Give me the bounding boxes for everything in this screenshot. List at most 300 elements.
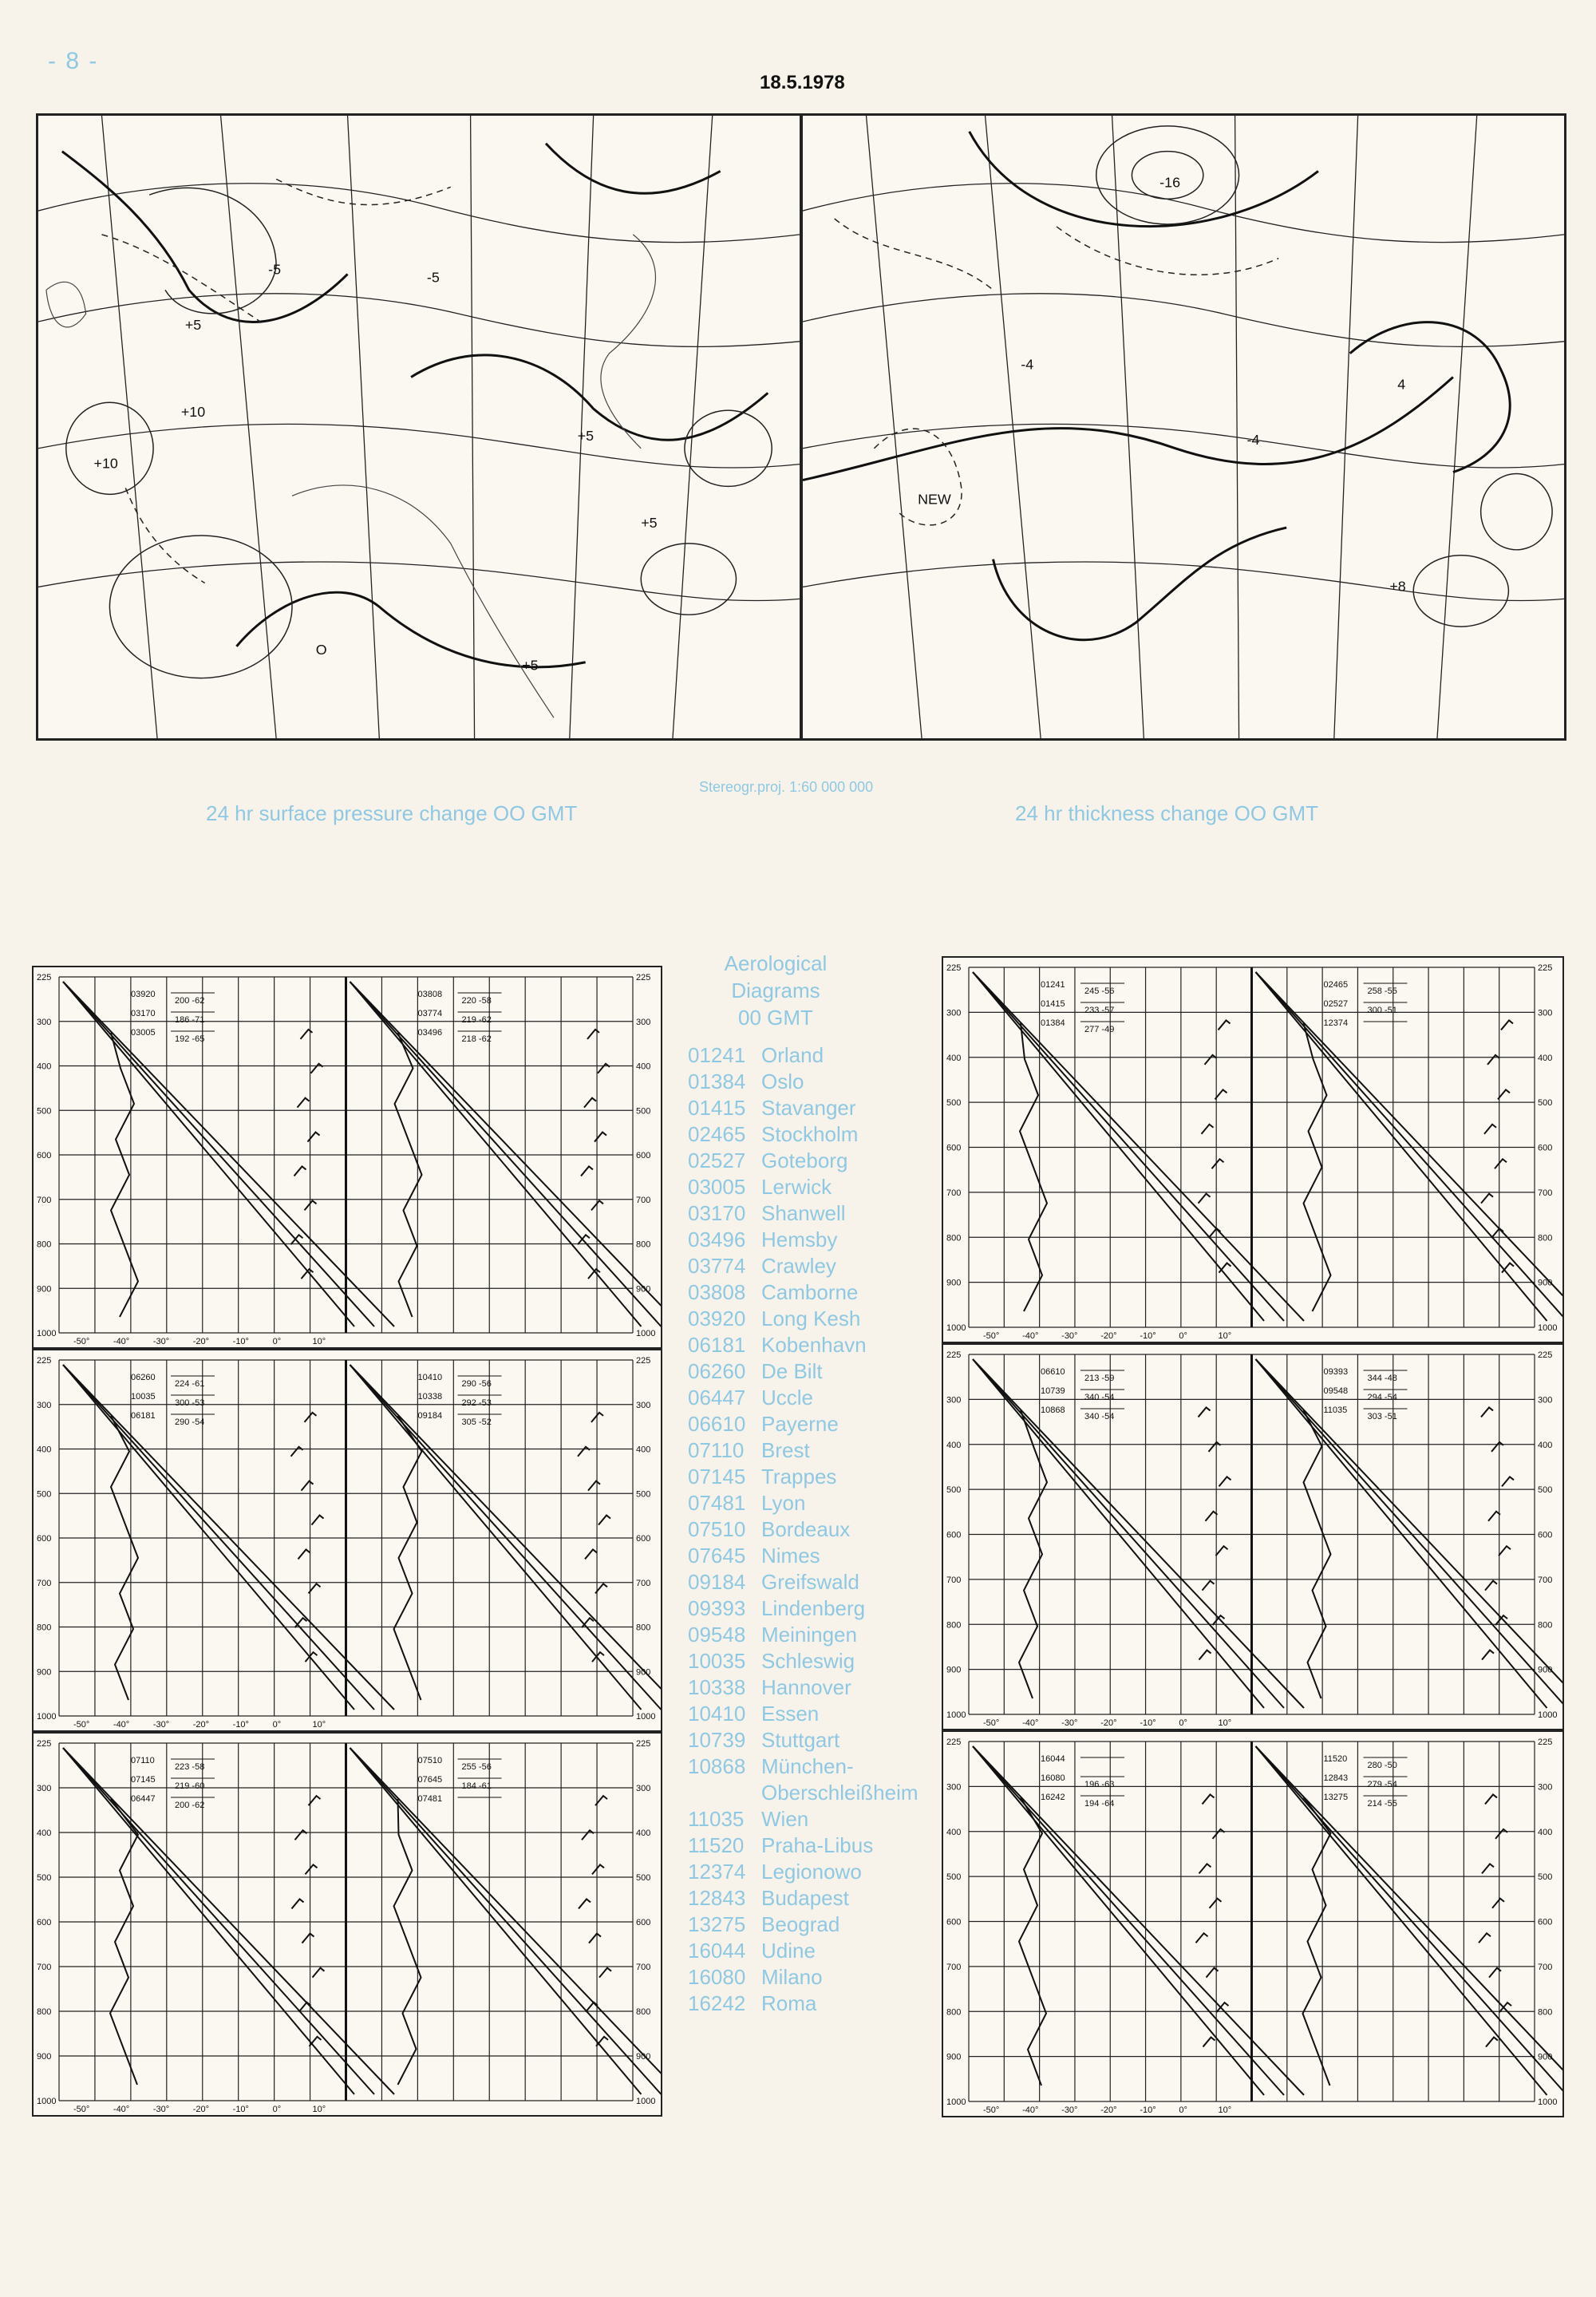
wind-barb-icon <box>1487 1055 1499 1065</box>
wind-barb-icon <box>1495 1829 1507 1839</box>
diagram-station-code: 10035 <box>131 1392 156 1402</box>
tropopause-value: 255 -56 <box>461 1762 492 1772</box>
pressure-tick-left: 900 <box>37 1284 52 1295</box>
pressure-tick-left: 600 <box>946 1143 962 1153</box>
svg-text:-5: -5 <box>426 269 440 286</box>
pressure-tick-right: 700 <box>636 1578 651 1588</box>
temperature-tick: -30° <box>1061 1331 1078 1341</box>
wind-barb-icon <box>1488 1512 1500 1521</box>
pressure-tick-left: 700 <box>946 1962 962 1972</box>
temperature-tick: -50° <box>983 1331 1000 1341</box>
aerological-diagram-block-3 <box>32 1732 662 2117</box>
wind-barb-icon <box>589 1934 601 1943</box>
wind-barb-icon <box>308 1133 320 1142</box>
temperature-tick: 0° <box>1179 1331 1187 1341</box>
new-label: NEW <box>918 491 951 508</box>
pressure-tick-left: 700 <box>946 1575 962 1585</box>
pressure-tick-left: 900 <box>946 1278 962 1288</box>
tropopause-value: 213 -59 <box>1084 1374 1115 1383</box>
pressure-tick-left: 225 <box>946 1738 962 1747</box>
station-list <box>688 1042 943 2017</box>
diagram-station-code: 01241 <box>1041 980 1065 990</box>
station-code: 11035 <box>688 1807 745 1831</box>
station-code: 06181 <box>688 1333 746 1357</box>
temperature-tick: -20° <box>1100 1331 1117 1341</box>
station-code: 06447 <box>688 1386 746 1409</box>
wind-barb-icon <box>599 1968 611 1978</box>
pressure-tick-left: 1000 <box>37 1712 57 1722</box>
diagram-svg <box>34 967 661 1347</box>
station-name: Stavanger <box>761 1096 856 1120</box>
pressure-tick-left: 700 <box>37 1578 52 1588</box>
tropopause-value: 200 -62 <box>175 996 205 1006</box>
pressure-tick-left: 800 <box>37 2007 52 2017</box>
thickness-caption: 24 hr thickness change OO GMT <box>1015 801 1319 825</box>
temperature-tick: -20° <box>1100 1718 1117 1728</box>
station-name: Essen <box>761 1702 820 1726</box>
wind-barb-icon <box>596 2037 608 2046</box>
diagram-station-code: 07645 <box>417 1775 443 1785</box>
wind-barb-icon <box>588 1481 600 1491</box>
diagram-station-code: 03496 <box>417 1028 443 1038</box>
dewpoint-profile-line <box>1019 1410 1047 1698</box>
pressure-tick-right: 1000 <box>636 2097 656 2106</box>
svg-text:+5: +5 <box>184 316 202 333</box>
wind-barb-icon <box>1482 1864 1494 1873</box>
station-entry <box>688 1490 943 1516</box>
diagram-station-code: 11520 <box>1323 1754 1348 1764</box>
pressure-tick-left: 400 <box>946 1053 962 1063</box>
wind-barb-icon <box>588 1269 600 1279</box>
pressure-tick-left: 400 <box>37 1062 52 1072</box>
pressure-tick-left: 1000 <box>946 1710 966 1720</box>
temperature-tick: 0° <box>1179 1718 1187 1728</box>
pressure-tick-left: 300 <box>37 1784 52 1793</box>
station-name: Lyon <box>761 1491 806 1515</box>
diagram-station-code: 06260 <box>131 1373 156 1382</box>
station-name: Hemsby <box>761 1228 838 1251</box>
pressure-tick-right: 900 <box>1538 1278 1553 1288</box>
temperature-profile-line <box>973 1359 1264 1708</box>
wind-barb-icon <box>302 1269 314 1279</box>
aerological-diagram-block-1 <box>32 966 662 1349</box>
pressure-tick-left: 700 <box>37 1963 52 1972</box>
dewpoint-profile-line <box>110 1799 138 2085</box>
temperature-tick: -50° <box>73 1337 90 1346</box>
station-entry <box>688 1042 943 1069</box>
temperature-profile-line <box>973 1746 1264 2095</box>
temperature-profile-line <box>973 1746 1304 2095</box>
wind-barb-icon <box>1481 1407 1493 1417</box>
temperature-tick: -40° <box>113 1337 130 1346</box>
station-name: Oberschleißheim <box>761 1781 918 1805</box>
station-name: Roma <box>761 1991 817 2015</box>
temperature-profile-line <box>973 972 1264 1321</box>
temperature-tick: -50° <box>73 2105 90 2114</box>
pressure-tick-right: 400 <box>1538 1053 1553 1063</box>
pressure-tick-left: 600 <box>946 1917 962 1927</box>
station-entry <box>688 1622 943 1648</box>
diagram-station-code: 03920 <box>131 990 156 999</box>
pressure-tick-right: 800 <box>636 1239 651 1250</box>
station-entry <box>688 1464 943 1490</box>
temperature-tick: -10° <box>232 1720 249 1730</box>
aerological-diagram-block-5 <box>942 1343 1564 1730</box>
wind-barb-icon <box>1205 1055 1217 1065</box>
pressure-tick-right: 400 <box>636 1445 651 1455</box>
tropopause-value: 340 -54 <box>1084 1393 1115 1402</box>
wind-barb-icon <box>301 1030 313 1039</box>
wind-barb-icon <box>1219 1477 1231 1486</box>
pressure-tick-right: 700 <box>1538 1962 1553 1972</box>
wind-barb-icon <box>298 1549 310 1559</box>
pressure-tick-left: 300 <box>946 1782 962 1793</box>
diagram-station-code: 07510 <box>417 1756 443 1765</box>
tropopause-value: 277 -49 <box>1084 1025 1115 1034</box>
station-code: 10868 <box>688 1754 746 1778</box>
tropopause-value: 233 -57 <box>1084 1006 1115 1015</box>
wind-barb-icon <box>1485 1794 1497 1804</box>
tropopause-value: 290 -56 <box>461 1379 492 1389</box>
temperature-profile-line <box>1256 972 1563 1321</box>
tropopause-value: 300 -53 <box>175 1398 205 1408</box>
tropopause-value: 224 -61 <box>175 1379 205 1389</box>
station-entry <box>688 1306 943 1332</box>
station-name: Lindenberg <box>761 1596 866 1620</box>
station-entry <box>688 1332 943 1358</box>
svg-text:O: O <box>315 641 327 658</box>
wind-barb-icon <box>1482 1651 1494 1660</box>
pressure-tick-right: 300 <box>1538 1782 1553 1793</box>
wind-barb-icon <box>1491 1228 1503 1238</box>
diagram-station-code: 06447 <box>131 1794 156 1804</box>
tropopause-value: 196 -63 <box>1084 1780 1115 1789</box>
legend-title-line-3: 00 GMT <box>738 1006 813 1030</box>
station-entry <box>688 1832 943 1859</box>
wind-barb-icon <box>595 1133 606 1142</box>
pressure-tick-right: 1000 <box>636 1329 656 1338</box>
wind-barb-icon <box>1484 1125 1496 1134</box>
station-name: Trappes <box>761 1465 837 1489</box>
pressure-tick-right: 500 <box>636 1489 651 1500</box>
station-entry <box>688 1516 943 1543</box>
tropopause-value: 290 -54 <box>175 1417 205 1427</box>
diagram-svg <box>943 1732 1562 2116</box>
pressure-tick-right: 700 <box>1538 1188 1553 1198</box>
wind-barb-icon <box>292 1899 304 1908</box>
temperature-tick: -10° <box>1140 2105 1156 2115</box>
diagram-station-code: 01415 <box>1041 999 1065 1009</box>
station-code: 11520 <box>688 1833 745 1857</box>
pressure-tick-right: 300 <box>636 1400 651 1410</box>
pressure-tick-left: 225 <box>946 1350 962 1360</box>
wind-barb-icon <box>302 1934 314 1943</box>
pressure-tick-right: 500 <box>636 1873 651 1883</box>
tropopause-value: 184 -61 <box>461 1781 492 1791</box>
station-entry <box>688 1964 943 1991</box>
pressure-tick-right: 800 <box>1538 1233 1553 1243</box>
legend-title-line-2: Diagrams <box>731 978 820 1002</box>
svg-text:-4: -4 <box>1021 356 1034 373</box>
temperature-tick: 10° <box>1218 1718 1232 1728</box>
pressure-tick-right: 400 <box>1538 1440 1553 1450</box>
station-code: 01241 <box>688 1043 746 1067</box>
pressure-tick-right: 700 <box>1538 1575 1553 1585</box>
tropopause-value: 292 -53 <box>461 1398 492 1408</box>
pressure-tick-left: 800 <box>37 1623 52 1633</box>
svg-text:-4: -4 <box>1246 431 1260 448</box>
diagram-station-code: 11035 <box>1323 1405 1348 1415</box>
pressure-tick-left: 800 <box>946 1233 962 1243</box>
temperature-tick: -20° <box>192 2105 210 2114</box>
pressure-tick-right: 700 <box>636 1195 651 1205</box>
temperature-tick: 10° <box>312 2105 326 2114</box>
wind-barb-icon <box>1502 1477 1514 1486</box>
pressure-tick-left: 225 <box>37 973 52 982</box>
wind-barb-icon <box>598 1064 610 1073</box>
wind-barb-icon <box>585 1549 597 1559</box>
pressure-tick-left: 900 <box>946 2052 962 2062</box>
wind-barb-icon <box>581 1166 593 1176</box>
pressure-tick-right: 300 <box>1538 1395 1553 1405</box>
station-code: 03808 <box>688 1280 746 1304</box>
wind-barb-icon <box>1486 2038 1498 2047</box>
diagram-station-code: 13275 <box>1323 1793 1349 1802</box>
station-entry <box>688 1253 943 1279</box>
station-entry <box>688 1095 943 1121</box>
wind-barb-icon <box>1203 2038 1215 2047</box>
temperature-profile-line <box>63 1365 374 1710</box>
temperature-profile-line <box>973 1359 1284 1708</box>
station-code: 09548 <box>688 1623 746 1647</box>
station-name: Praha-Libus <box>761 1833 874 1857</box>
temperature-tick: -50° <box>983 2105 1000 2115</box>
wind-barb-icon <box>1210 1899 1222 1908</box>
wind-barb-icon <box>578 1447 590 1457</box>
tropopause-value: 340 -54 <box>1084 1412 1115 1421</box>
temperature-profile-line <box>63 1748 394 2094</box>
station-code: 12843 <box>688 1886 746 1910</box>
page-number: - 8 - <box>48 48 99 74</box>
thickness-change-map <box>800 113 1566 741</box>
pressure-tick-left: 500 <box>946 1485 962 1496</box>
diagram-station-code: 09184 <box>417 1411 443 1421</box>
wind-barb-icon <box>313 1968 325 1978</box>
diagram-station-code: 03170 <box>131 1009 156 1018</box>
station-entry <box>688 1543 943 1569</box>
pressure-tick-left: 1000 <box>37 2097 57 2106</box>
temperature-tick: 0° <box>1179 2105 1187 2115</box>
dewpoint-profile-line <box>1304 1410 1331 1698</box>
wind-barb-icon <box>311 1064 323 1073</box>
pressure-tick-left: 500 <box>37 1106 52 1117</box>
wind-barb-icon <box>298 1098 310 1108</box>
temperature-tick: -40° <box>1022 1331 1039 1341</box>
pressure-tick-right: 600 <box>636 1918 651 1927</box>
wind-barb-icon <box>1199 1407 1211 1417</box>
diagram-station-code: 01384 <box>1041 1018 1065 1028</box>
pressure-tick-right: 900 <box>1538 2052 1553 2062</box>
station-code: 13275 <box>688 1912 746 1936</box>
pressure-tick-right: 225 <box>1538 1738 1553 1747</box>
station-entry <box>688 1385 943 1411</box>
station-name: Hannover <box>761 1675 851 1699</box>
station-name: Beograd <box>761 1912 840 1936</box>
station-code: 03920 <box>688 1307 746 1330</box>
wind-barb-icon <box>1199 1864 1211 1873</box>
pressure-tick-right: 400 <box>1538 1827 1553 1837</box>
wind-barb-icon <box>1209 1228 1221 1238</box>
temperature-tick: -30° <box>152 1337 170 1346</box>
wind-barb-icon <box>1196 1933 1208 1943</box>
station-code: 06260 <box>688 1359 746 1383</box>
svg-text:4: 4 <box>1397 376 1406 393</box>
temperature-tick: -10° <box>232 2105 249 2114</box>
diagram-station-code: 10338 <box>417 1392 443 1402</box>
temperature-tick: -40° <box>113 1720 130 1730</box>
temperature-profile-line <box>63 982 394 1326</box>
svg-text:-16: -16 <box>1159 174 1181 191</box>
temperature-tick: 0° <box>272 1337 282 1346</box>
station-entry <box>688 1200 943 1227</box>
pressure-tick-right: 300 <box>1538 1008 1553 1018</box>
station-entry <box>688 1174 943 1200</box>
pressure-tick-left: 400 <box>37 1829 52 1838</box>
station-code: 07481 <box>688 1491 746 1515</box>
diagram-station-code: 07481 <box>417 1794 443 1804</box>
pressure-tick-right: 900 <box>636 1667 651 1678</box>
temperature-profile-line <box>1256 1746 1547 2095</box>
temperature-tick: -10° <box>1140 1331 1156 1341</box>
wind-barb-icon <box>1209 1442 1221 1452</box>
station-name: Oslo <box>761 1069 804 1093</box>
station-code: 07645 <box>688 1544 746 1568</box>
station-name: Legionowo <box>761 1860 862 1884</box>
temperature-profile-line <box>973 1746 1284 2095</box>
station-code: 07145 <box>688 1465 746 1489</box>
diagram-station-code: 09393 <box>1323 1367 1349 1377</box>
station-code: 09184 <box>688 1570 746 1594</box>
temperature-profile-line <box>973 972 1304 1321</box>
diagram-svg <box>34 1734 661 2115</box>
tropopause-value: 305 -52 <box>461 1417 492 1427</box>
svg-text:+5: +5 <box>641 515 658 532</box>
pressure-tick-right: 800 <box>1538 2007 1553 2018</box>
temperature-tick: -40° <box>1022 1718 1039 1728</box>
pressure-tick-right: 600 <box>636 1534 651 1544</box>
station-code: 10035 <box>688 1649 746 1673</box>
pressure-tick-left: 225 <box>37 1739 52 1749</box>
tropopause-value: 344 -48 <box>1367 1374 1397 1383</box>
station-name: Greifswald <box>761 1570 859 1594</box>
wind-barb-icon <box>1216 1546 1228 1556</box>
svg-text:-5: -5 <box>268 261 282 278</box>
diagram-station-code: 10868 <box>1041 1405 1065 1415</box>
pressure-tick-left: 225 <box>946 963 962 973</box>
station-name: Milano <box>761 1965 823 1989</box>
wind-barb-icon <box>310 2037 322 2046</box>
diagram-station-code: 12374 <box>1323 1018 1349 1028</box>
station-entry <box>688 1885 943 1912</box>
station-code: 10410 <box>688 1702 746 1726</box>
station-entry <box>688 1780 943 1806</box>
pressure-tick-left: 225 <box>37 1356 52 1366</box>
wind-barb-icon <box>1199 1194 1211 1204</box>
station-code: 09393 <box>688 1596 746 1620</box>
station-code: 16242 <box>688 1991 746 2015</box>
pressure-tick-right: 1000 <box>636 1712 656 1722</box>
temperature-profile-line <box>63 1748 374 2094</box>
pressure-tick-left: 900 <box>37 1667 52 1678</box>
pressure-tick-right: 225 <box>636 1356 651 1366</box>
pressure-tick-left: 1000 <box>946 1323 966 1333</box>
dewpoint-profile-line <box>111 1033 138 1317</box>
station-code: 06610 <box>688 1412 746 1436</box>
tropopause-value: 192 -65 <box>175 1034 205 1044</box>
temperature-profile-line <box>1256 1746 1563 2095</box>
pressure-tick-left: 600 <box>37 1534 52 1544</box>
station-entry <box>688 1148 943 1174</box>
diagram-station-code: 16080 <box>1041 1773 1065 1783</box>
station-entry <box>688 1859 943 1885</box>
station-entry <box>688 1991 943 2017</box>
wind-barb-icon <box>1499 1546 1511 1556</box>
temperature-tick: -30° <box>152 1720 170 1730</box>
temperature-tick: -10° <box>1140 1718 1156 1728</box>
pressure-tick-left: 700 <box>37 1195 52 1205</box>
diagram-svg <box>943 958 1562 1342</box>
station-name: Shanwell <box>761 1201 846 1225</box>
station-code: 07510 <box>688 1517 746 1541</box>
station-name: Bordeaux <box>761 1517 851 1541</box>
diagram-station-code: 09548 <box>1323 1386 1349 1396</box>
svg-text:+8: +8 <box>1389 578 1406 595</box>
wind-barb-icon <box>598 1516 610 1525</box>
pressure-tick-right: 225 <box>1538 1350 1553 1360</box>
pressure-tick-right: 400 <box>636 1062 651 1072</box>
temperature-tick: 10° <box>1218 2105 1232 2115</box>
pressure-tick-right: 500 <box>1538 1872 1553 1883</box>
station-entry <box>688 1121 943 1148</box>
pressure-tick-right: 800 <box>636 2007 651 2017</box>
diagram-station-code: 10739 <box>1041 1386 1065 1396</box>
station-name: Payerne <box>761 1412 839 1436</box>
pressure-tick-left: 500 <box>946 1872 962 1883</box>
station-name: Stockholm <box>761 1122 859 1146</box>
aerological-diagrams-legend <box>688 950 943 2017</box>
temperature-tick: -10° <box>232 1337 249 1346</box>
diagram-station-code: 03774 <box>417 1009 443 1018</box>
wind-barb-icon <box>312 1516 324 1525</box>
station-code: 03005 <box>688 1175 746 1199</box>
station-code: 16080 <box>688 1965 746 1989</box>
temperature-profile-line <box>63 982 354 1326</box>
station-name: Uccle <box>761 1386 814 1409</box>
wind-barb-icon <box>1212 1159 1224 1168</box>
pressure-tick-left: 500 <box>37 1489 52 1500</box>
wind-barb-icon <box>579 1899 591 1908</box>
temperature-tick: -20° <box>192 1720 210 1730</box>
tropopause-value: 214 -55 <box>1367 1799 1397 1809</box>
pressure-tick-right: 225 <box>636 1739 651 1749</box>
temperature-tick: 10° <box>312 1720 326 1730</box>
diagram-station-code: 03808 <box>417 990 443 999</box>
temperature-profile-line <box>63 982 374 1326</box>
pressure-tick-left: 800 <box>946 2007 962 2018</box>
temperature-profile-line <box>1256 1359 1547 1708</box>
wind-barb-icon <box>1481 1194 1493 1204</box>
tropopause-value: 245 -56 <box>1084 986 1115 996</box>
